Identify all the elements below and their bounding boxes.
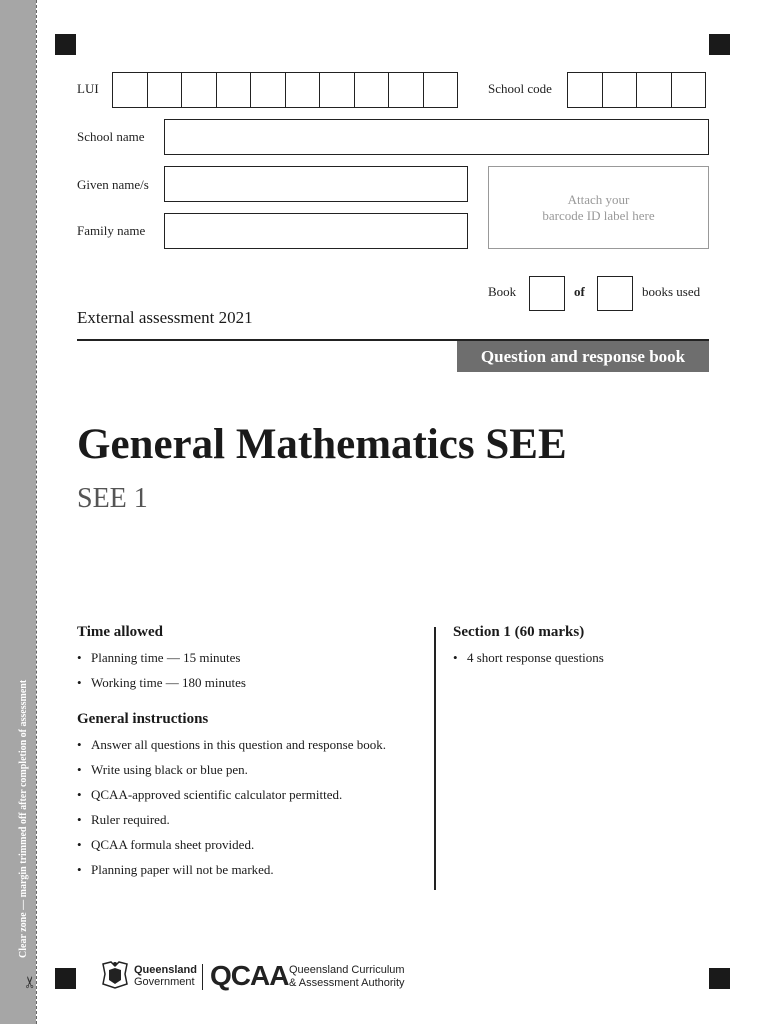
page-title: General Mathematics SEE: [77, 421, 567, 468]
school-code-boxes[interactable]: [567, 72, 706, 108]
lui-box[interactable]: [112, 72, 148, 108]
school-name-field[interactable]: [164, 119, 709, 155]
general-instructions-list: [77, 736, 422, 878]
books-used-label: books used: [642, 284, 701, 299]
external-assessment-label: External assessment 2021: [77, 308, 253, 327]
logo-separator: [202, 964, 203, 990]
school-code-box[interactable]: [567, 72, 603, 108]
school-name-label: School name: [77, 129, 145, 144]
section1-list: [453, 649, 709, 666]
qcaa-line-1: Queensland Curriculum: [289, 964, 405, 976]
barcode-line-1: Attach your: [567, 191, 630, 207]
school-code-label: School code: [488, 81, 552, 96]
queensland-government-logo: [134, 964, 197, 988]
lui-box[interactable]: [388, 72, 424, 108]
lui-box[interactable]: [216, 72, 252, 108]
lui-box[interactable]: [354, 72, 390, 108]
right-column: [453, 624, 709, 686]
registration-mark-bottom-left: [55, 968, 76, 989]
general-instructions-heading: General instructions: [77, 711, 209, 727]
qcaa-name: [289, 964, 405, 990]
of-label: of: [574, 284, 585, 299]
lui-boxes[interactable]: [112, 72, 458, 108]
lui-box[interactable]: [285, 72, 321, 108]
left-column: [77, 624, 422, 898]
trim-line: [36, 0, 37, 1024]
queensland-crest-icon: [99, 960, 131, 990]
book-number-box[interactable]: [529, 276, 565, 311]
family-name-label: Family name: [77, 223, 146, 238]
lui-box[interactable]: [181, 72, 217, 108]
barcode-line-2: barcode ID label here: [542, 207, 655, 223]
section1-heading: Section 1 (60 marks): [453, 624, 585, 640]
total-books-box[interactable]: [597, 276, 633, 311]
qld-line-2: Government: [134, 976, 195, 988]
list-item: • Working time — 180 minutes: [77, 674, 422, 691]
lui-box[interactable]: [250, 72, 286, 108]
page-subtitle: SEE 1: [77, 483, 148, 514]
lui-label: LUI: [77, 81, 99, 96]
lui-box[interactable]: [423, 72, 459, 108]
given-name-label: Given name/s: [77, 177, 149, 192]
registration-mark-top-right: [709, 34, 730, 55]
column-divider: [434, 627, 436, 890]
book-label: Book: [488, 284, 517, 299]
registration-mark-top-left: [55, 34, 76, 55]
time-allowed-list: [77, 649, 422, 691]
barcode-label-area[interactable]: [488, 166, 709, 249]
question-response-banner: Question and response book: [457, 341, 709, 372]
school-code-box[interactable]: [636, 72, 672, 108]
school-code-box[interactable]: [671, 72, 707, 108]
scissors-icon: ✂: [22, 975, 40, 989]
list-item: • 4 short response questions: [453, 649, 709, 666]
list-item: • Answer all questions in this question and response book.: [77, 736, 422, 753]
lui-box[interactable]: [319, 72, 355, 108]
list-item: • Write using black or blue pen.: [77, 761, 422, 778]
registration-mark-bottom-right: [709, 968, 730, 989]
qcaa-line-2: & Assessment Authority: [289, 977, 405, 989]
qld-line-1: Queensland: [134, 964, 197, 976]
given-name-field[interactable]: [164, 166, 468, 202]
lui-box[interactable]: [147, 72, 183, 108]
list-item: • QCAA formula sheet provided.: [77, 836, 422, 853]
list-item: • QCAA-approved scientific calculator permitted.: [77, 786, 422, 803]
family-name-field[interactable]: [164, 213, 468, 249]
qcaa-logo: QCAA: [210, 960, 289, 991]
margin-text: Clear zone — margin trimmed off after completion of assessment: [18, 679, 29, 958]
list-item: • Ruler required.: [77, 811, 422, 828]
time-allowed-heading: Time allowed: [77, 624, 163, 640]
school-code-box[interactable]: [602, 72, 638, 108]
list-item: • Planning time — 15 minutes: [77, 649, 422, 666]
list-item: • Planning paper will not be marked.: [77, 861, 422, 878]
